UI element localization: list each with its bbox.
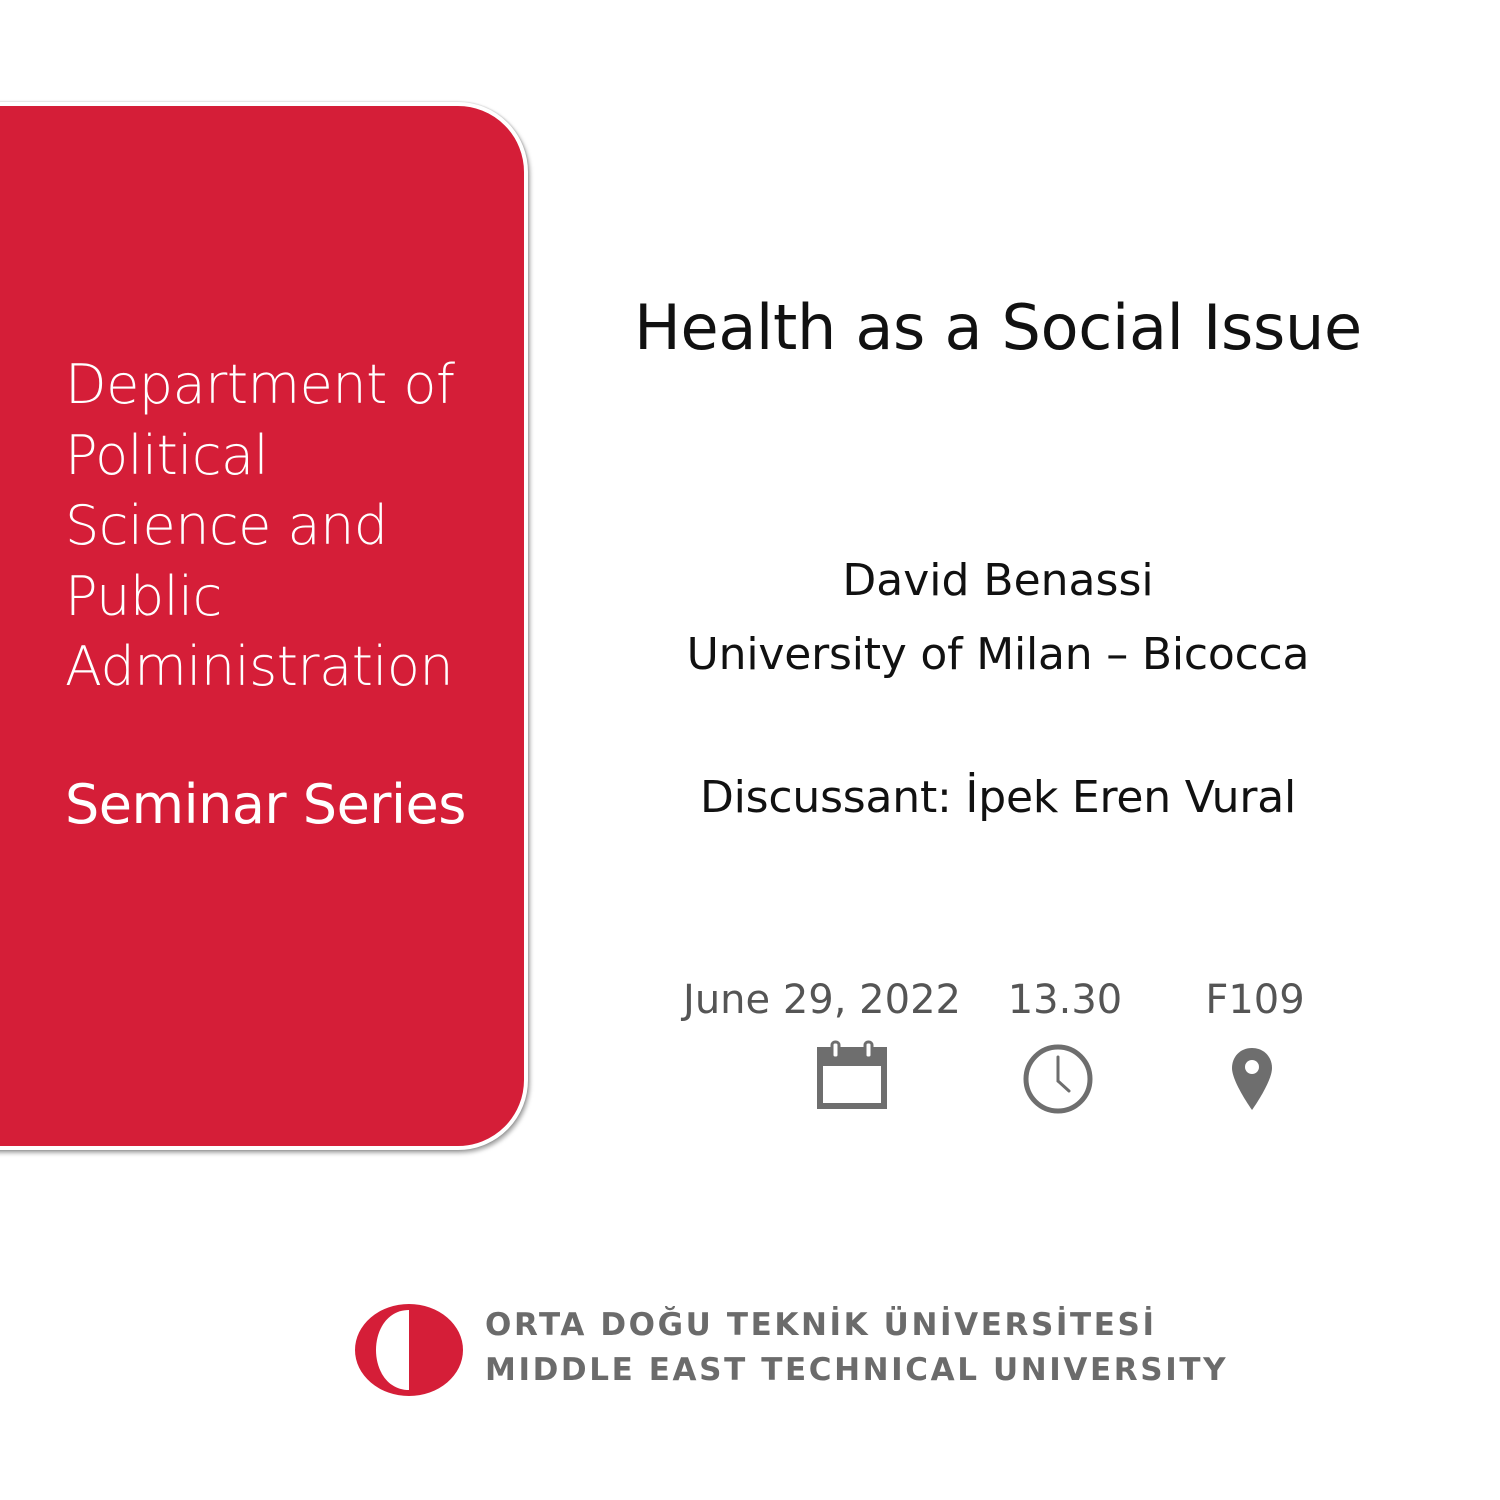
location-pin-icon xyxy=(1230,1046,1274,1112)
department-line: Political xyxy=(65,423,269,487)
event-date: June 29, 2022 xyxy=(683,977,961,1023)
discussant: Discussant: İpek Eren Vural xyxy=(699,772,1297,823)
speaker-affiliation: University of Milan – Bicocca xyxy=(686,629,1310,680)
department-line: Administration xyxy=(65,635,454,698)
speaker-name: David Benassi xyxy=(842,555,1154,606)
department-line: Public xyxy=(65,564,222,628)
event-room: F109 xyxy=(1205,977,1305,1023)
department-name xyxy=(65,350,495,703)
calendar-icon xyxy=(816,1040,888,1110)
university-name-english: MIDDLE EAST TECHNICAL UNIVERSITY xyxy=(485,1352,1229,1388)
department-line: Department of xyxy=(65,353,455,416)
clock-icon xyxy=(1022,1043,1094,1115)
event-time: 13.30 xyxy=(1007,977,1123,1023)
seminar-series-label: Seminar Series xyxy=(65,773,466,836)
department-line: Science and xyxy=(65,494,388,557)
talk-title: Health as a Social Issue xyxy=(634,291,1362,364)
metu-logo-icon xyxy=(352,1302,466,1398)
university-name-turkish: ORTA DOĞU TEKNİK ÜNİVERSİTESİ xyxy=(485,1307,1157,1343)
